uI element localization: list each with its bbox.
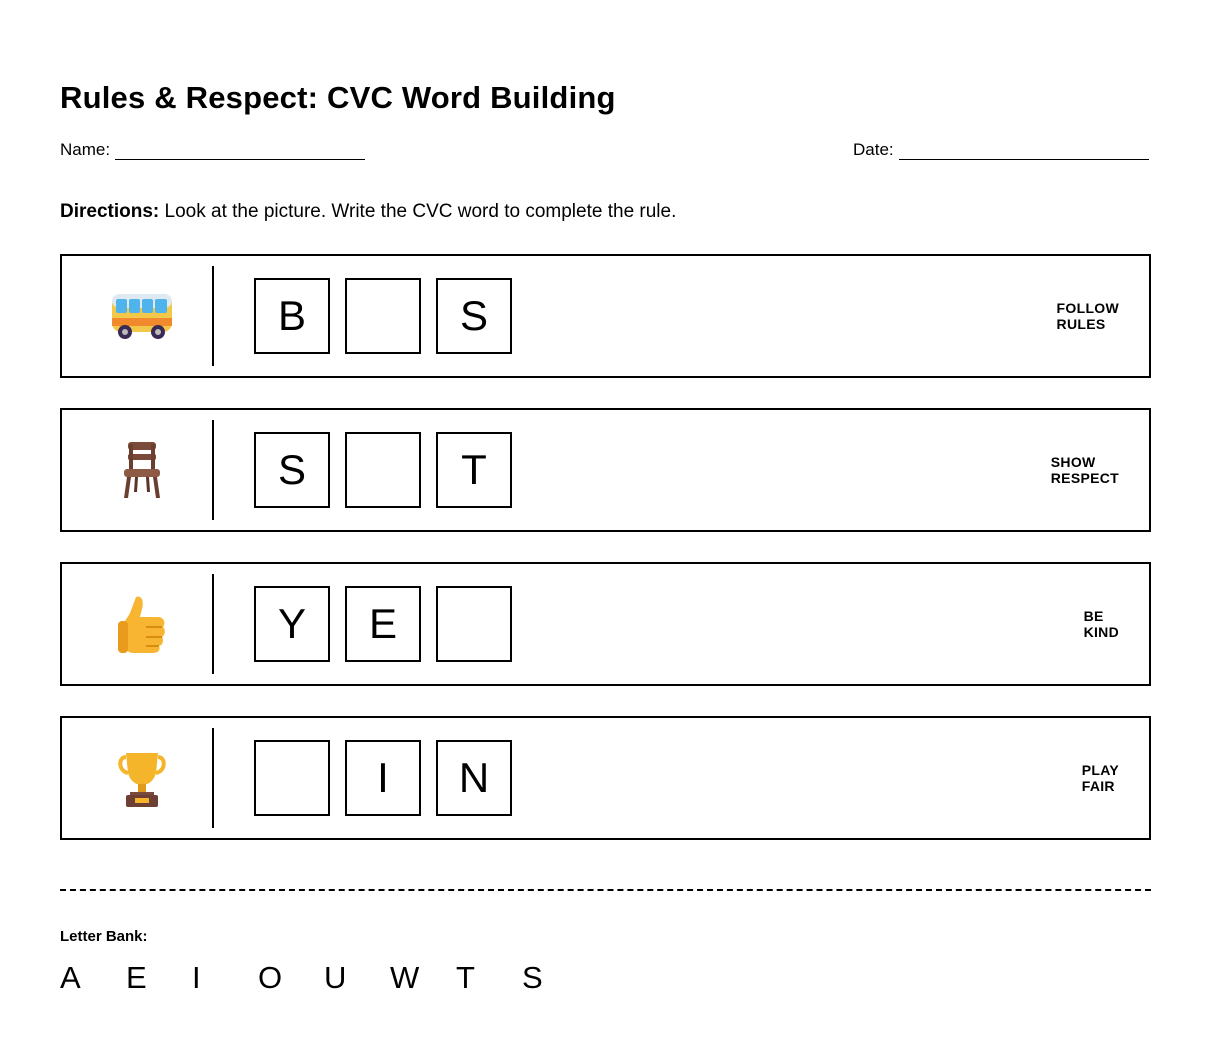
rule-label [1084, 564, 1119, 684]
name-blank-line[interactable] [115, 145, 365, 160]
rule-line-2: KIND [1083, 624, 1119, 640]
row-divider [212, 728, 214, 828]
page-title: Rules & Respect: CVC Word Building [60, 80, 616, 115]
letter-box[interactable] [345, 278, 421, 354]
trophy-icon [102, 740, 182, 816]
row-divider [212, 266, 214, 366]
letter-boxes [254, 740, 512, 816]
letter-box[interactable] [345, 432, 421, 508]
rule-line-2: RESPECT [1050, 470, 1119, 486]
letter-box[interactable]: N [436, 740, 512, 816]
rule-label [1082, 718, 1119, 838]
letter-bank [60, 960, 588, 996]
word-row-2 [60, 408, 1151, 532]
row-divider [212, 574, 214, 674]
letter-box[interactable] [436, 586, 512, 662]
bank-letter: W [390, 960, 420, 995]
letter-bank-label: Letter Bank: [60, 928, 148, 945]
letter-box[interactable]: S [436, 278, 512, 354]
rule-line-1: SHOW [1050, 454, 1096, 470]
thumbs-up-icon [102, 586, 182, 662]
letter-box[interactable]: B [254, 278, 330, 354]
letter-boxes [254, 278, 512, 354]
rule-line-1: BE [1083, 608, 1104, 624]
name-field [60, 140, 365, 160]
letter-box[interactable]: I [345, 740, 421, 816]
letter-box[interactable]: E [345, 586, 421, 662]
word-row-1 [60, 254, 1151, 378]
directions-label: Directions: [60, 201, 160, 222]
bank-letter: E [126, 960, 147, 995]
directions-text: Look at the picture. Write the CVC word to complete the rule. [164, 201, 677, 222]
bank-letter: I [192, 960, 201, 995]
letter-box[interactable]: S [254, 432, 330, 508]
dashed-divider [60, 889, 1151, 891]
bank-letter: T [456, 960, 475, 995]
rule-line-2: RULES [1056, 316, 1106, 332]
directions [60, 201, 676, 223]
letter-boxes [254, 432, 512, 508]
rule-label [1057, 256, 1119, 376]
rule-label [1051, 410, 1119, 530]
name-label: Name: [60, 140, 111, 159]
bank-letter: O [258, 960, 283, 995]
rule-line-1: FOLLOW [1056, 300, 1119, 316]
bus-icon [102, 278, 182, 354]
rule-line-1: PLAY [1081, 762, 1119, 778]
letter-box[interactable]: Y [254, 586, 330, 662]
rule-line-2: FAIR [1081, 778, 1115, 794]
word-row-3 [60, 562, 1151, 686]
word-row-4 [60, 716, 1151, 840]
bank-letter: A [60, 960, 81, 995]
chair-icon [102, 432, 182, 508]
bank-letter: S [522, 960, 543, 995]
date-label: Date: [853, 140, 894, 159]
date-blank-line[interactable] [899, 145, 1149, 160]
date-field [853, 140, 1149, 160]
letter-box[interactable]: T [436, 432, 512, 508]
bank-letter: U [324, 960, 347, 995]
letter-boxes [254, 586, 512, 662]
row-divider [212, 420, 214, 520]
letter-box[interactable] [254, 740, 330, 816]
